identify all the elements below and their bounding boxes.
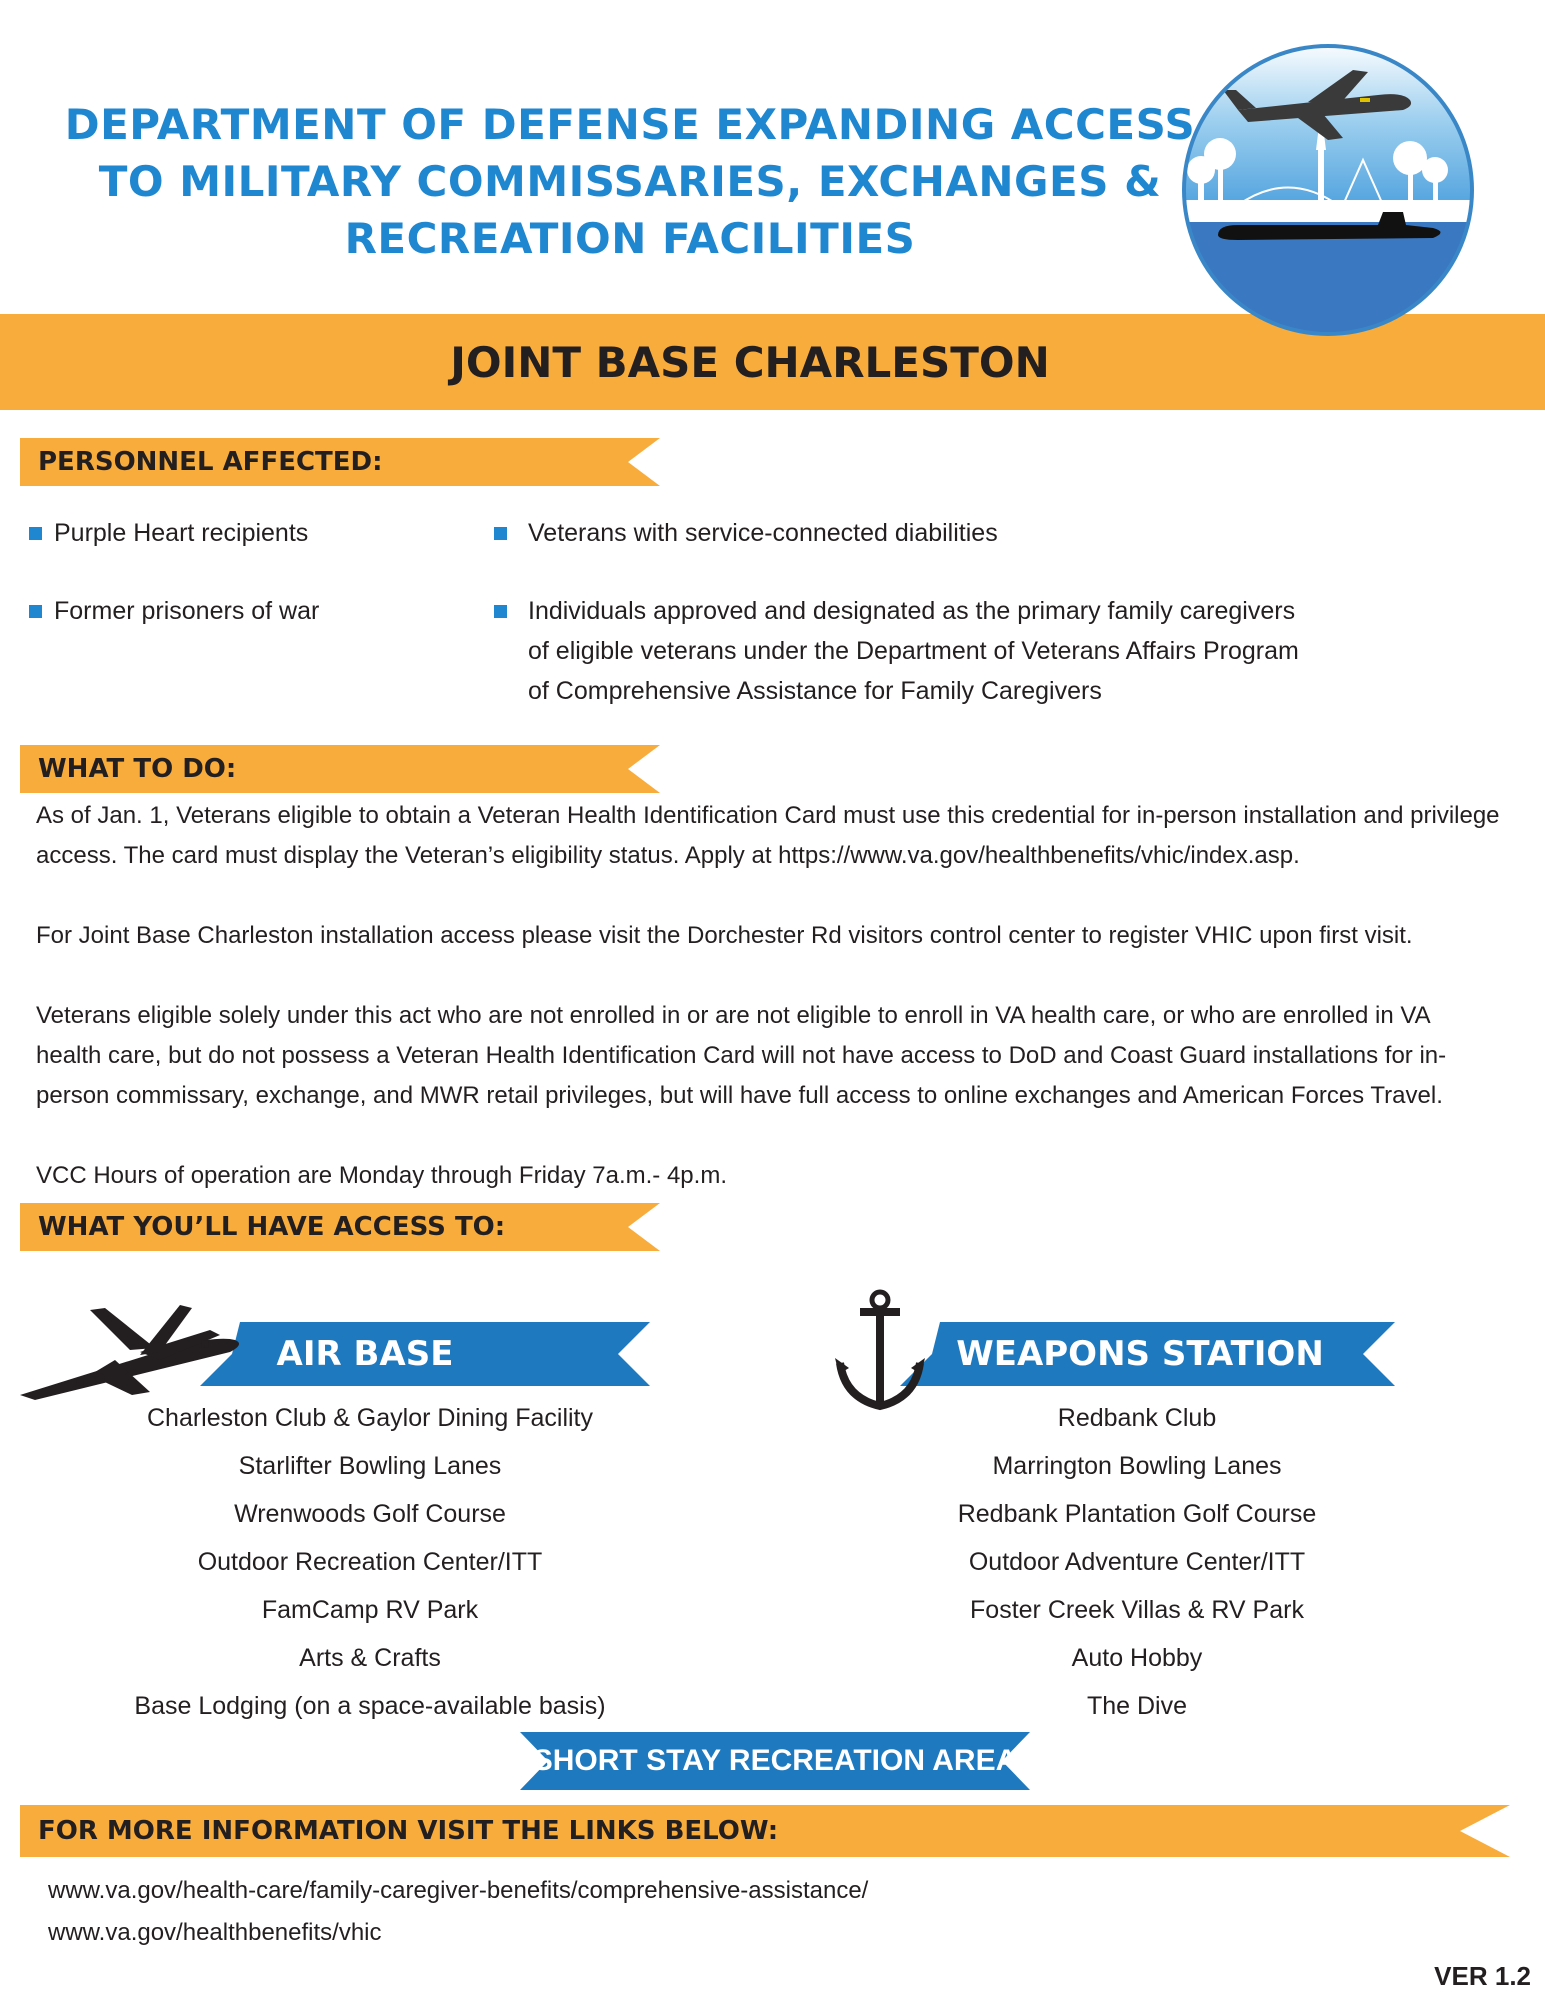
version-label: VER 1.2 — [1434, 1961, 1531, 1991]
bullet-square-icon — [494, 605, 507, 618]
air-base-title: AIR BASE — [276, 1334, 454, 1374]
list-item: The Dive — [1086, 1692, 1188, 1720]
access-heading — [18, 1203, 618, 1251]
more-info-heading — [18, 1807, 1218, 1855]
air-base-list — [90, 1394, 650, 1730]
charleston-emblem-logo — [1178, 40, 1478, 340]
link-vhic[interactable]: www.va.gov/healthbenefits/vhic — [48, 1919, 382, 1946]
paragraph-vhic: As of Jan. 1, Veterans eligible to obtain a Veteran Health Identification Card must use this credential for in-person installation and privilege access. The card must display the Veteran’s eligibility status. Apply at https://www.va.gov/healthbenefits/vhic/index.asp. — [36, 802, 1500, 869]
what-to-do-heading — [18, 745, 618, 793]
list-item: Marrington Bowling Lanes — [992, 1452, 1282, 1480]
page-title — [40, 96, 1220, 267]
bullet-square-icon — [29, 527, 42, 540]
weapons-station-title: WEAPONS STATION — [956, 1334, 1324, 1374]
title-line-3: RECREATION FACILITIES — [344, 214, 916, 263]
list-item: Redbank Plantation Golf Course — [957, 1500, 1317, 1528]
weapons-station-list — [857, 1394, 1417, 1730]
list-item: Foster Creek Villas & RV Park — [970, 1596, 1304, 1624]
list-item: Base Lodging (on a space-available basis) — [134, 1692, 606, 1720]
link-caregiver-benefits[interactable]: www.va.gov/health-care/family-caregiver-benefits/comprehensive-assistance/ — [48, 1877, 869, 1904]
airplane-icon — [20, 1300, 250, 1400]
list-item: Outdoor Recreation Center/ITT — [197, 1548, 543, 1576]
title-line-2: TO MILITARY COMMISSARIES, EXCHANGES & — [98, 157, 1162, 206]
what-to-do-body — [36, 796, 1536, 1196]
base-name: JOINT BASE CHARLESTON — [450, 338, 1050, 387]
paragraph-dorchester: For Joint Base Charleston installation access please visit the Dorchester Rd visitors control center to register VHIC upon first visit. — [36, 922, 1413, 949]
bullet-service-connected: Veterans with service-connected diabilities — [528, 519, 998, 547]
personnel-heading — [18, 438, 618, 486]
title-line-1: DEPARTMENT OF DEFENSE EXPANDING ACCESS — [64, 100, 1196, 149]
short-stay-label: SHORT STAY RECREATION AREA — [532, 1744, 1018, 1777]
paragraph-vcc-hours: VCC Hours of operation are Monday through Friday 7a.m.- 4p.m. — [36, 1162, 727, 1189]
what-to-do-heading-text: WHAT TO DO: — [38, 754, 237, 784]
list-item: Arts & Crafts — [299, 1644, 441, 1672]
more-info-links — [48, 1870, 1248, 1954]
bullet-pow: Former prisoners of war — [54, 597, 320, 625]
list-item: Charleston Club & Gaylor Dining Facility — [146, 1404, 593, 1432]
more-info-heading-text: FOR MORE INFORMATION VISIT THE LINKS BELOW: — [38, 1816, 779, 1846]
bullet-square-icon — [494, 527, 507, 540]
bullet-caregivers: Individuals approved and designated as the primary family caregivers of eligible veterans under the Department of Veterans Affairs Program of Comprehensive Assistance for Family Caregivers — [528, 597, 1299, 705]
list-item: Auto Hobby — [1071, 1644, 1203, 1672]
list-item: Starlifter Bowling Lanes — [238, 1452, 502, 1480]
list-item: Redbank Club — [1057, 1404, 1217, 1432]
bullet-square-icon — [29, 605, 42, 618]
list-item: Wrenwoods Golf Course — [234, 1500, 506, 1528]
personnel-heading-text: PERSONNEL AFFECTED: — [38, 447, 383, 477]
bullet-purple-heart: Purple Heart recipients — [54, 519, 309, 547]
paragraph-eligibility: Veterans eligible solely under this act who are not enrolled in or are not eligible to enroll in VA health care, or who are enrolled in VA health care, but do not possess a Veteran Health Identification Card will not have access to DoD and Coast Guard installations for in-person commissary, exchange, and MWR retail privileges, but will have full access to online exchanges and American Forces Travel. — [36, 1002, 1447, 1109]
list-item: Outdoor Adventure Center/ITT — [968, 1548, 1306, 1576]
access-heading-text: WHAT YOU’LL HAVE ACCESS TO: — [38, 1212, 506, 1242]
list-item: FamCamp RV Park — [261, 1596, 479, 1624]
